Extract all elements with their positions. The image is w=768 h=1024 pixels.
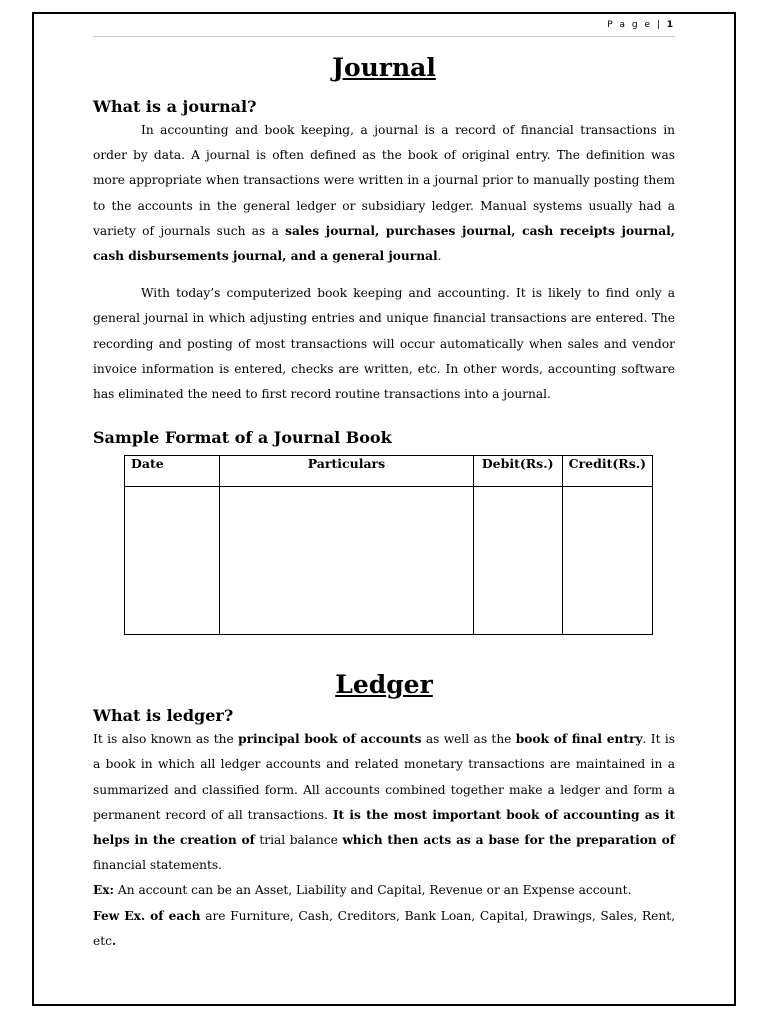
journal-table-wrap [124, 455, 653, 635]
journal-paragraph-1 [93, 118, 675, 269]
ex-label: Ex: [93, 883, 115, 898]
few-end: . [111, 933, 117, 948]
page-number: 1 [666, 20, 675, 30]
ledger-principal-book: principal book of accounts [238, 732, 422, 747]
sample-format-heading: Sample Format of a Journal Book [93, 428, 392, 448]
ledger-p-a: It is also known as the [93, 732, 239, 747]
col-debit: Debit(Rs.) [473, 456, 562, 487]
journal-p1-end: . [437, 249, 442, 264]
cell-particulars [220, 487, 473, 635]
journal-types-bold: sales journal, purchases journal, cash receipts journal, cash disbursements journal, and a general journal [93, 223, 675, 264]
ledger-important-bold: It is the most important book of accounting as it helps in the creation of [93, 807, 675, 848]
ledger-p-i: financial statements. [93, 858, 223, 873]
col-credit: Credit(Rs.) [562, 456, 652, 487]
ledger-example [93, 878, 675, 903]
page-header [93, 20, 675, 37]
ledger-title: Ledger [335, 670, 433, 700]
col-date: Date [125, 456, 220, 487]
ledger-final-entry: book of final entry [515, 732, 643, 747]
ledger-trial-balance: trial balance [254, 833, 343, 848]
journal-question-heading: What is a journal? [93, 97, 257, 116]
cell-date [125, 487, 220, 635]
document-content [93, 48, 675, 954]
journal-table-header-row [125, 456, 653, 487]
col-particulars: Particulars [220, 456, 473, 487]
ledger-base-bold: which then acts as a base for the preparation of [342, 833, 676, 848]
ex-text: An account can be an Asset, Liability and Capital, Revenue or an Expense account. [114, 883, 632, 898]
few-text: are Furniture, Cash, Creditors, Bank Loan, Capital, Drawings, Sales, Rent, etc [93, 908, 675, 948]
journal-paragraph-2: With today’s computerized book keeping and accounting. It is likely to find only a general journal in which adjusting entries and unique financial transactions are entered. The recording and posting of most transactions will occur automatically when sales and vendor invoice information is entered, checks are written, etc. In other words, accounting software has eliminated the need to first record routine transactions into a journal. [93, 286, 675, 402]
ledger-paragraph [93, 727, 675, 878]
journal-title: Journal [332, 53, 436, 82]
journal-table-empty-row [125, 487, 653, 635]
cell-debit [473, 487, 562, 635]
cell-credit [562, 487, 652, 635]
ledger-few-examples [93, 904, 675, 954]
page-label: P a g e | [607, 20, 667, 30]
journal-p1-text: In accounting and book keeping, a journal is a record of financial transactions in order by data. A journal is often defined as the book of original entry. The definition was more appropriate when transactions were written in a journal prior to manually posting them to the accounts in the general ledger or subsidiary ledger. Manual systems usually had a variety of journals such as a [93, 123, 675, 238]
ledger-p-e: . It is a book in which all ledger accounts and related monetary transactions are maintained in a summarized and classified form. All accounts combined together make a ledger and form a permanent record of all transactions. [93, 732, 675, 822]
ledger-question-heading: What is ledger? [93, 706, 234, 726]
journal-table [124, 455, 653, 635]
few-label: Few Ex. of each [93, 908, 201, 923]
ledger-p-c: as well as the [421, 732, 516, 747]
